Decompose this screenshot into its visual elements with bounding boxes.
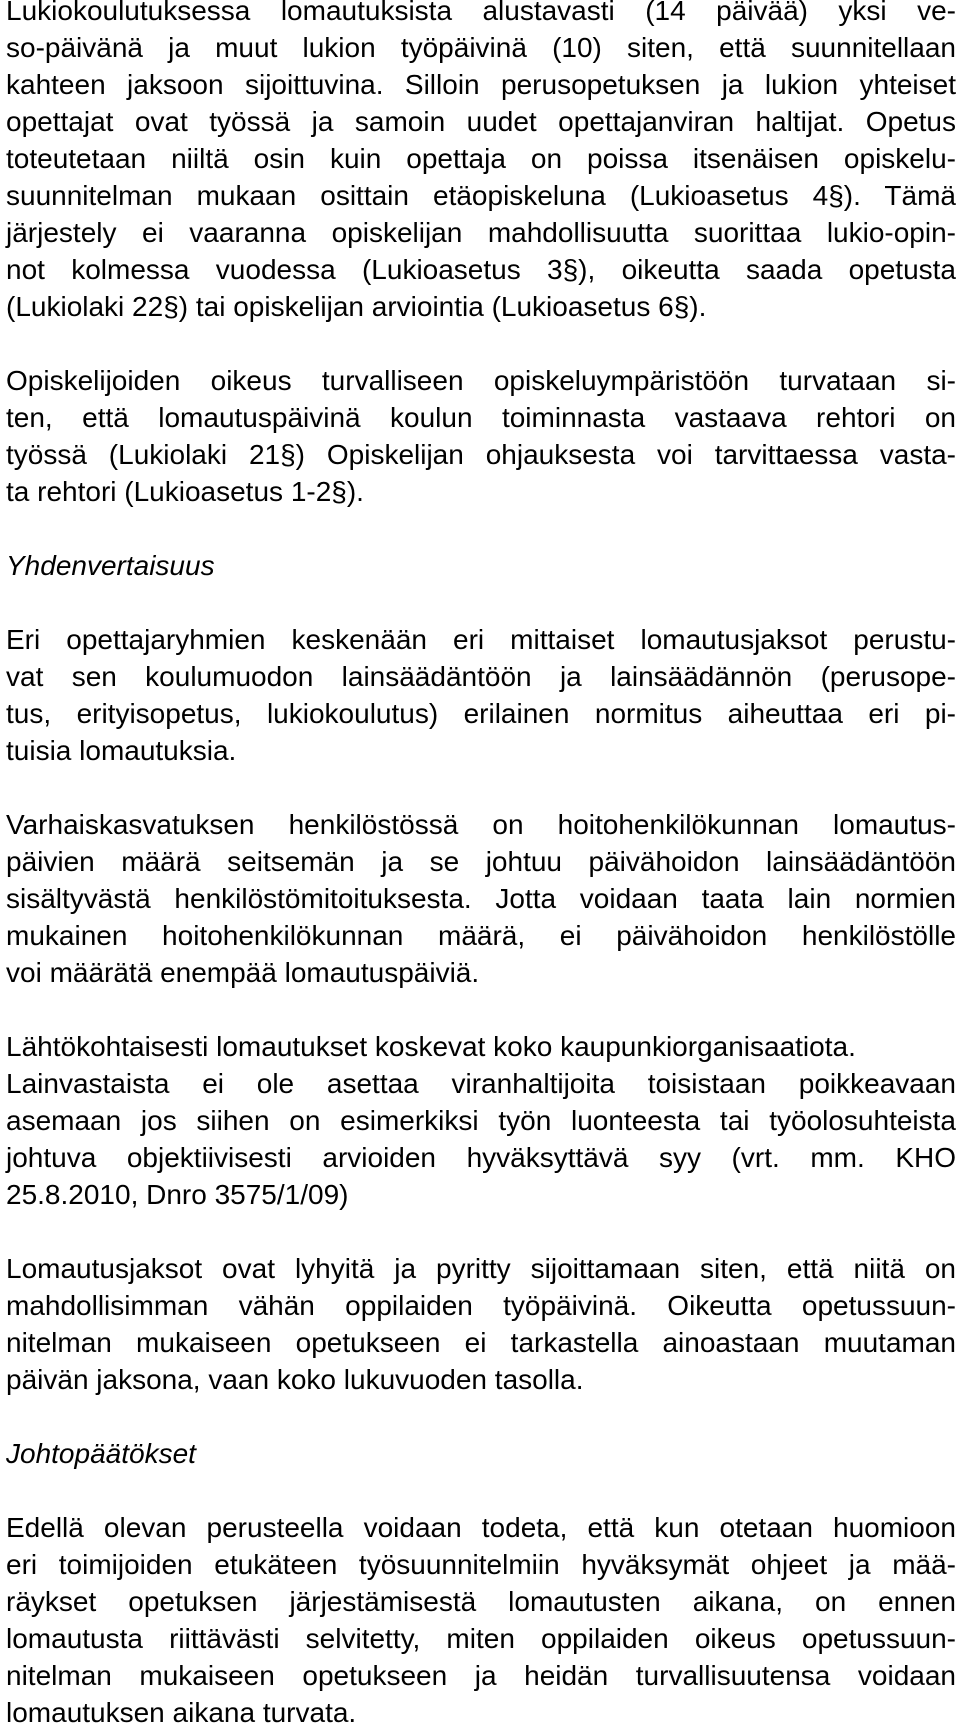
text-line: päivän jaksona, vaan koko lukuvuoden tasolla.: [6, 1364, 584, 1395]
paragraph-varhaiskasvatus: [6, 806, 956, 991]
text-line: asemaan jos siihen on esimerkiksi työn luonteesta tai työolosuhteista: [6, 1105, 956, 1136]
section-heading: Johtopäätökset: [6, 1438, 196, 1469]
paragraph-lomautusjaksot: [6, 1250, 956, 1398]
text-line: Lainvastaista ei ole asettaa viranhaltijoita toisistaan poikkeavaan: [6, 1068, 956, 1099]
section-heading: Yhdenvertaisuus: [6, 550, 215, 581]
text-line: suunnitelman mukaan osittain etäopiskeluna (Lukioasetus 4§). Tämä: [6, 180, 956, 211]
text-line: työssä (Lukiolaki 21§) Opiskelijan ohjauksesta voi tarvittaessa vasta-: [6, 439, 956, 470]
document-page: [6, 0, 956, 1731]
text-line: päivien määrä seitsemän ja se johtuu päivähoidon lainsäädäntöön: [6, 846, 956, 877]
text-line: lomautuksen aikana turvata.: [6, 1697, 357, 1728]
paragraph-spacer: [6, 1472, 956, 1509]
text-line: eri toimijoiden etukäteen työsuunnitelmiin hyväksymät ohjeet ja mää-: [6, 1549, 956, 1580]
heading-yhdenvertaisuus: [6, 547, 956, 584]
text-line: so-päivänä ja muut lukion työpäivinä (10) siten, että suunnitellaan: [6, 32, 956, 63]
paragraph-conclusion: [6, 1509, 956, 1731]
paragraph-spacer: [6, 325, 956, 362]
text-line: Eri opettajaryhmien keskenään eri mittaiset lomautusjaksot perustu-: [6, 624, 956, 655]
paragraph-spacer: [6, 1213, 956, 1250]
paragraph-lahtokohtaisesti: [6, 1028, 956, 1213]
text-line: kahteen jaksoon sijoittuvina. Silloin perusopetuksen ja lukion yhteiset: [6, 69, 956, 100]
paragraph-opiskelijoiden-oikeus: [6, 362, 956, 510]
text-line: Lukiokoulutuksessa lomautuksista alustavasti (14 päivää) yksi ve-: [6, 0, 956, 26]
text-line: mukainen hoitohenkilökunnan määrä, ei päivähoidon henkilöstölle: [6, 920, 956, 951]
text-line: not kolmessa vuodessa (Lukioasetus 3§), oikeutta saada opetusta: [6, 254, 956, 285]
paragraph-lukiokoulutus: [6, 0, 956, 325]
paragraph-spacer: [6, 1398, 956, 1435]
text-line: vat sen koulumuodon lainsäädäntöön ja lainsäädännön (perusope-: [6, 661, 956, 692]
text-line: 25.8.2010, Dnro 3575/1/09): [6, 1179, 349, 1210]
paragraph-spacer: [6, 769, 956, 806]
text-line: voi määrätä enempää lomautuspäiviä.: [6, 957, 480, 988]
text-line: tuisia lomautuksia.: [6, 735, 237, 766]
text-line: johtuva objektiivisesti arvioiden hyväksyttävä syy (vrt. mm. KHO: [6, 1142, 956, 1173]
text-line: Edellä olevan perusteella voidaan todeta, että kun otetaan huomioon: [6, 1512, 956, 1543]
text-line: lomautusta riittävästi selvitetty, miten oppilaiden oikeus opetussuun-: [6, 1623, 956, 1654]
text-line: ten, että lomautuspäivinä koulun toiminnasta vastaava rehtori on: [6, 402, 956, 433]
text-line: toteutetaan niiltä osin kuin opettaja on poissa itsenäisen opiskelu-: [6, 143, 956, 174]
text-line: ta rehtori (Lukioasetus 1-2§).: [6, 476, 364, 507]
paragraph-opettajaryhmat: [6, 621, 956, 769]
text-line: sisältyvästä henkilöstömitoituksesta. Jotta voidaan taata lain normien: [6, 883, 956, 914]
text-line: nitelman mukaiseen opetukseen ja heidän turvallisuutensa voidaan: [6, 1660, 956, 1691]
text-line: järjestely ei vaaranna opiskelijan mahdollisuutta suorittaa lukio-opin-: [6, 217, 956, 248]
text-line: (Lukiolaki 22§) tai opiskelijan arviointia (Lukioasetus 6§).: [6, 291, 707, 322]
text-line: Varhaiskasvatuksen henkilöstössä on hoitohenkilökunnan lomautus-: [6, 809, 956, 840]
text-line: Opiskelijoiden oikeus turvalliseen opiskeluympäristöön turvataan si-: [6, 365, 956, 396]
text-line: räykset opetuksen järjestämisestä lomautusten aikana, on ennen: [6, 1586, 956, 1617]
paragraph-spacer: [6, 584, 956, 621]
text-line: nitelman mukaiseen opetukseen ei tarkastella ainoastaan muutaman: [6, 1327, 956, 1358]
text-line: mahdollisimman vähän oppilaiden työpäivinä. Oikeutta opetussuun-: [6, 1290, 956, 1321]
heading-johtopaatokset: [6, 1435, 956, 1472]
text-line: Lomautusjaksot ovat lyhyitä ja pyritty sijoittamaan siten, että niitä on: [6, 1253, 956, 1284]
text-line: tus, erityisopetus, lukiokoulutus) erilainen normitus aiheuttaa eri pi-: [6, 698, 956, 729]
paragraph-spacer: [6, 510, 956, 547]
text-line: opettajat ovat työssä ja samoin uudet opettajanviran haltijat. Opetus: [6, 106, 956, 137]
paragraph-spacer: [6, 991, 956, 1028]
text-line: Lähtökohtaisesti lomautukset koskevat koko kaupunkiorganisaatiota.: [6, 1031, 856, 1062]
